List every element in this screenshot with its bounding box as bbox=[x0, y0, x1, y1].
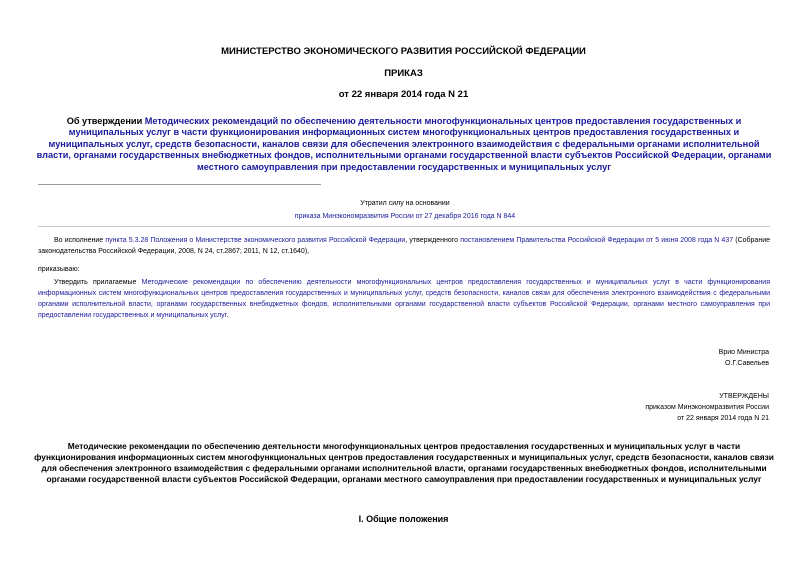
lost-force-link[interactable]: приказа Минэкономразвития России от 27 декабря 2016 года N 844 bbox=[294, 213, 516, 220]
government-decree-link[interactable]: постановлением Правительства Российской Федерации от 5 июня 2008 года N 437 bbox=[460, 237, 734, 244]
preamble-text-2: , утвержденного bbox=[405, 237, 461, 244]
order-title-link[interactable]: Методических рекомендаций по обеспечению деятельности многофункциональных центров предоставления государственных и муниципальных услуг в части функционирования информационных систем многофункциональных центров предоставления государственных и муниципальных услуг, средств безопасности, каналов связи для обеспечения электронного взаимодействия с федеральными органами исполнительной власти, органами государственных внебюджетных фондов, исполнительными органами государственной власти субъектов Российской Федерации, органами местного самоуправления при предоставлении государственных и муниципальных услуг bbox=[36, 116, 772, 172]
signature-block bbox=[719, 347, 769, 369]
divider-short bbox=[38, 184, 321, 185]
regulation-clause-link[interactable]: пункта 5.3.28 Положения о Министерстве экономического развития Российской Федерации bbox=[105, 237, 406, 244]
document-title: Методические рекомендации по обеспечению деятельности многофункциональных центров предоставления государственных и муниципальных услуг в части функционирования информационных систем многофункциональных центров предоставления государственных и муниципальных услуг, средств безопасности, каналов связи для обеспечения электронного взаимодействия с федеральными органами исполнительной власти, органами государственных внебюджетных фондов, исполнительными органами государственной власти субъектов Российской Федерации, органами местного самоуправления при предоставлении государственных и муниципальных услуг bbox=[34, 441, 774, 484]
orders-label: приказываю: bbox=[38, 266, 80, 273]
lost-force-text: Утратил силу на основании bbox=[360, 200, 450, 207]
recommendations-link[interactable]: Методические рекомендации по обеспечению деятельности многофункциональных центров предоставления государственных и муниципальных услуг в части функционирования информационных систем многофункциональных центров предоставления государственных и муниципальных услуг, средств безопасности, каналов связи для обеспечения электронного взаимодействия с федеральными органами исполнительной власти, органами государственных внебюджетных фондов, исполнительными органами государственной власти субъектов Российской Федерации, органами местного самоуправления при предоставлении государственных и муниципальных услуг bbox=[38, 279, 770, 319]
order-title-prefix: Об утверждении bbox=[66, 116, 145, 126]
section-heading: I. Общие положения bbox=[358, 514, 449, 524]
approve-text-2: . bbox=[226, 312, 229, 319]
preamble-paragraph bbox=[38, 235, 770, 257]
lost-force-note bbox=[200, 197, 610, 223]
approved-by: приказом Минэкономразвития России bbox=[645, 404, 769, 411]
approved-date: от 22 января 2014 года N 21 bbox=[677, 415, 769, 422]
ministry-name: МИНИСТЕРСТВО ЭКОНОМИЧЕСКОГО РАЗВИТИЯ РОССИЙСКОЙ ФЕДЕРАЦИИ bbox=[221, 46, 586, 57]
divider-full bbox=[38, 226, 770, 227]
approve-text-1: Утвердить прилагаемые bbox=[54, 279, 142, 286]
signatory-position: Врио Министра bbox=[718, 349, 769, 356]
approve-paragraph bbox=[38, 277, 770, 321]
order-date: от 22 января 2014 года N 21 bbox=[338, 89, 469, 100]
order-kind: ПРИКАЗ bbox=[384, 68, 423, 79]
signatory-name: О.Г.Савельев bbox=[725, 360, 769, 367]
order-title bbox=[34, 116, 774, 173]
preamble-text-3: (Собрание законодательства Российской Федерации, 2008, N 24, ст.2867; 2011, N 12, ст.1640), bbox=[38, 237, 770, 255]
approval-stamp bbox=[645, 391, 769, 424]
preamble-text-1: Во исполнение bbox=[54, 237, 106, 244]
approved-label: УТВЕРЖДЕНЫ bbox=[719, 393, 769, 400]
